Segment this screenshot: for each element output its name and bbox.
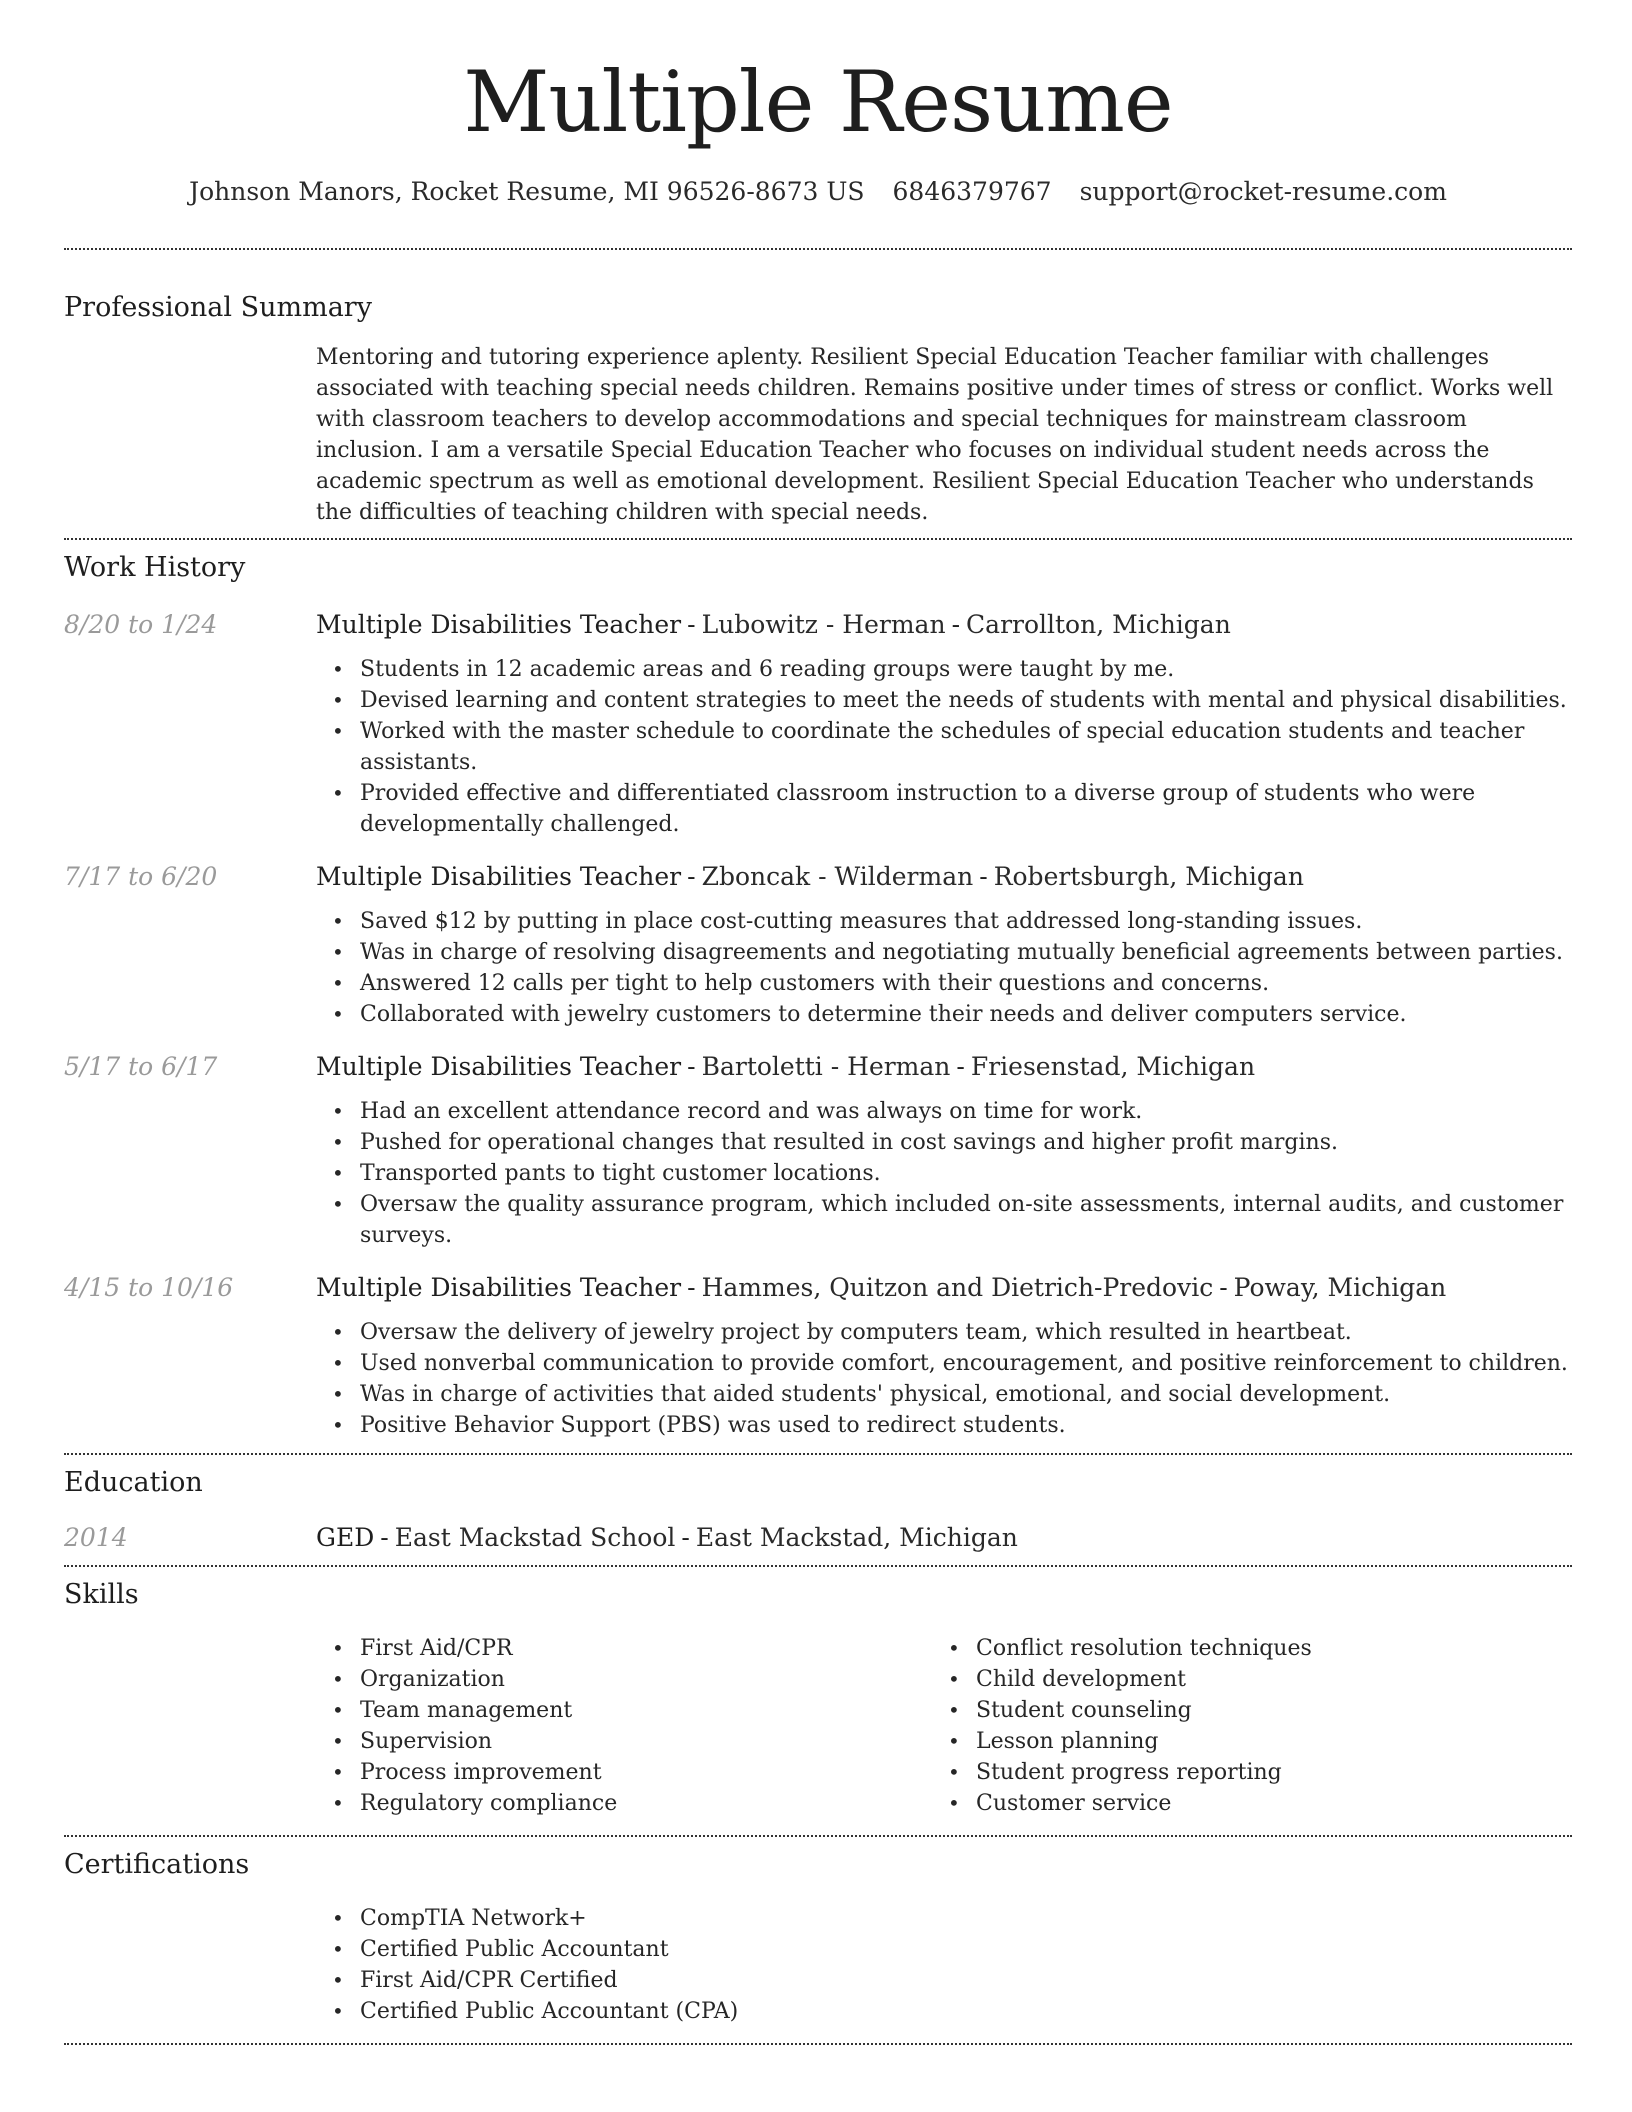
job-date: 5/17 to 6/17 [64,1052,218,1081]
divider [64,1565,1572,1567]
job-body [316,860,1572,1030]
job-role: Multiple Disabilities Teacher [316,1052,682,1081]
divider [64,1453,1572,1455]
list-item: • Customer service [932,1788,1548,1819]
contact-line [64,176,1572,208]
contact-phone: 6846379767 [892,177,1052,206]
job-entry [64,860,1572,1030]
list-item: • Provided effective and differentiated classroom instruction to a diverse group of students who were developmentally challenged. [316,778,1572,840]
list-item: • Used nonverbal communication to provide comfort, encouragement, and positive reinforcement to children. [316,1348,1572,1379]
job-location: Friesenstad, Michigan [970,1052,1256,1081]
job-location: Carrollton, Michigan [966,610,1231,639]
list-item: • Transported pants to tight customer locations. [316,1158,1572,1189]
list-item: • First Aid/CPR Certified [316,1965,1572,1996]
job-entry [64,608,1572,840]
job-bullets [316,1317,1572,1441]
list-item: • Regulatory compliance [316,1788,932,1819]
job-bullets [316,906,1572,1030]
divider [64,1835,1572,1837]
list-item: • Certified Public Accountant [316,1934,1572,1965]
section-title-certifications: Certifications [64,1849,250,1880]
list-item: • Students in 12 academic areas and 6 reading groups were taught by me. [316,654,1572,685]
list-item: • Oversaw the quality assurance program, which included on-site assessments, internal audits, and customer surveys. [316,1189,1572,1251]
job-entry [64,1271,1572,1441]
divider [64,538,1572,540]
list-item: • Oversaw the delivery of jewelry project by computers team, which resulted in heartbeat. [316,1317,1572,1348]
list-item: • Answered 12 calls per tight to help customers with their questions and concerns. [316,968,1572,999]
skills-column-right [932,1633,1548,1819]
job-body [316,1050,1572,1251]
education-entry [64,1521,1572,1555]
list-item: • Team management [316,1695,932,1726]
skills-list [316,1633,1572,1819]
divider [64,248,1572,250]
job-role: Multiple Disabilities Teacher [316,1273,682,1302]
list-item: • Student counseling [932,1695,1548,1726]
job-company: Lubowitz - Herman [701,610,946,639]
job-entry [64,1050,1572,1251]
job-date: 8/20 to 1/24 [64,610,218,639]
list-item: • CompTIA Network+ [316,1903,1572,1934]
list-item: • Worked with the master schedule to coordinate the schedules of special education students and teacher assistants. [316,716,1572,778]
job-company: Zboncak - Wilderman [701,862,974,891]
certifications-list [316,1903,1572,2027]
section-title-summary: Professional Summary [64,292,372,323]
job-heading: Multiple Disabilities Teacher - Zboncak - Wilderman - Robertsburgh, Michigan [316,862,1304,891]
skills-column-left [316,1633,932,1819]
job-date: 7/17 to 6/20 [64,862,218,891]
section-title-work: Work History [64,552,246,583]
section-title-skills: Skills [64,1579,139,1610]
divider [64,2043,1572,2045]
list-item: • Was in charge of resolving disagreements and negotiating mutually beneficial agreements between parties. [316,937,1572,968]
list-item: • Had an excellent attendance record and was always on time for work. [316,1096,1572,1127]
list-item: • Organization [316,1664,932,1695]
job-heading: Multiple Disabilities Teacher - Bartoletti - Herman - Friesenstad, Michigan [316,1052,1256,1081]
list-item: • Supervision [316,1726,932,1757]
job-body [316,608,1572,840]
education-date: 2014 [64,1523,128,1552]
list-item: • Devised learning and content strategies to meet the needs of students with mental and physical disabilities. [316,685,1572,716]
list-item: • Conflict resolution techniques [932,1633,1548,1664]
summary-text: Mentoring and tutoring experience aplenty. Resilient Special Education Teacher familiar with challenges associated with teaching special needs children. Remains positive under times of stress or conflict. Works well with classroom teachers to develop accommodations and special techniques for mainstream classroom inclusion. I am a versatile Special Education Teacher who focuses on individual student needs across the academic spectrum as well as emotional development. Resilient Special Education Teacher who understands the difficulties of teaching children with special needs. [316,345,1554,525]
contact-email: support@rocket-resume.com [1079,177,1447,206]
list-item: • Lesson planning [932,1726,1548,1757]
job-location: Poway, Michigan [1233,1273,1447,1302]
job-role: Multiple Disabilities Teacher [316,862,682,891]
list-item: • Collaborated with jewelry customers to determine their needs and deliver computers service. [316,999,1572,1030]
job-location: Robertsburgh, Michigan [993,862,1304,891]
list-item: • Certified Public Accountant (CPA) [316,1996,1572,2027]
resume-name: Multiple Resume [463,53,1173,151]
job-date: 4/15 to 10/16 [64,1273,234,1302]
education-school: East Mackstad School [394,1523,676,1552]
list-item: • Student progress reporting [932,1757,1548,1788]
education-location: East Mackstad, Michigan [695,1523,1018,1552]
job-bullets [316,1096,1572,1251]
job-role: Multiple Disabilities Teacher [316,610,682,639]
list-item: • Positive Behavior Support (PBS) was used to redirect students. [316,1410,1572,1441]
job-company: Hammes, Quitzon and Dietrich-Predovic [701,1273,1214,1302]
list-item: • Was in charge of activities that aided students' physical, emotional, and social development. [316,1379,1572,1410]
section-title-education: Education [64,1467,203,1498]
list-item: • Pushed for operational changes that resulted in cost savings and higher profit margins. [316,1127,1572,1158]
job-bullets [316,654,1572,840]
list-item: • Saved $12 by putting in place cost-cutting measures that addressed long-standing issues. [316,906,1572,937]
resume-page [64,0,1572,2045]
list-item: • Process improvement [316,1757,932,1788]
job-heading: Multiple Disabilities Teacher - Lubowitz - Herman - Carrollton, Michigan [316,610,1231,639]
list-item: • Child development [932,1664,1548,1695]
education-heading: GED - East Mackstad School - East Mackstad, Michigan [316,1523,1018,1552]
education-degree: GED [316,1523,375,1552]
job-company: Bartoletti - Herman [701,1052,951,1081]
job-heading: Multiple Disabilities Teacher - Hammes, Quitzon and Dietrich-Predovic - Poway, Michigan [316,1273,1447,1302]
contact-address: Johnson Manors, Rocket Resume, MI 96526-8673 US [189,177,865,206]
list-item: • First Aid/CPR [316,1633,932,1664]
job-body [316,1271,1572,1441]
